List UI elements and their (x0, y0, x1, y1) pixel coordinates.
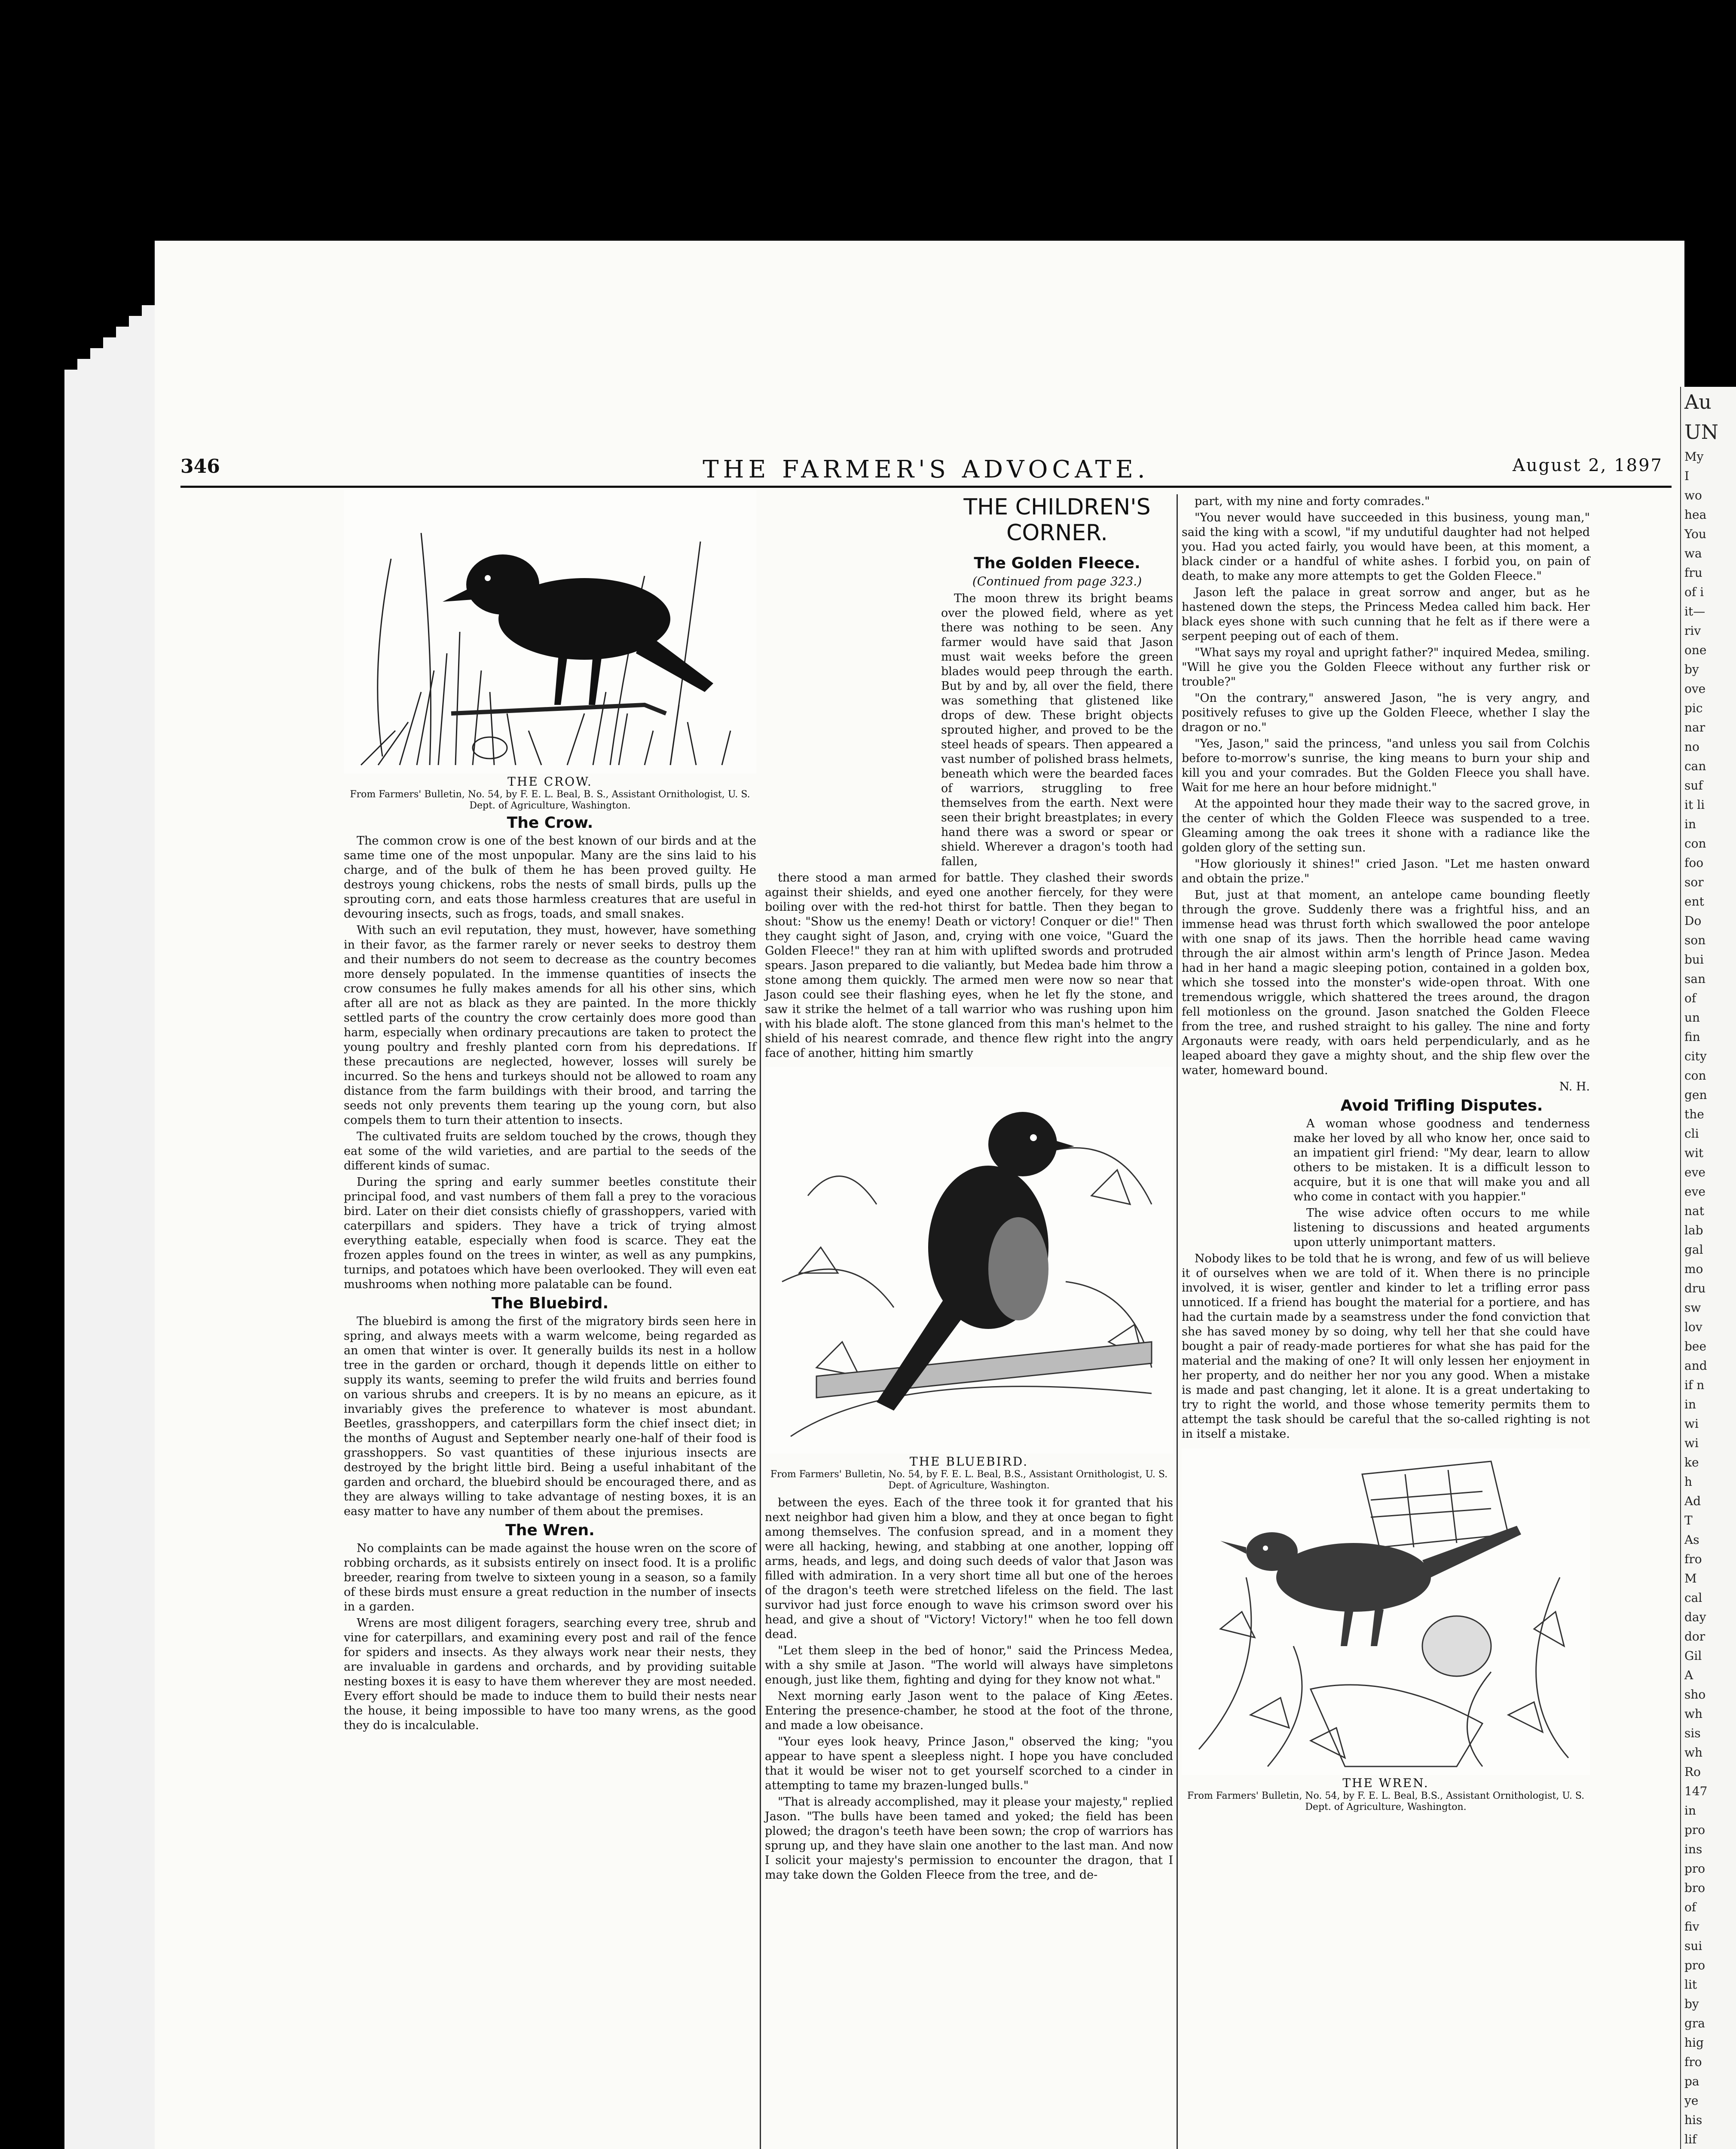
facing-page-text-fragment: ove (1684, 682, 1706, 696)
disputes-paragraph: The wise advice often occurs to me while listening to discussions and heated arguments upon utterly unimportant matters. (1293, 1206, 1590, 1249)
facing-page-text-fragment: foo (1684, 856, 1704, 870)
facing-page-text-fragment: wi (1684, 1436, 1699, 1450)
facing-page-text-fragment: Ad (1684, 1494, 1701, 1508)
wren-caption-credit: From Farmers' Bulletin, No. 54, by F. E. L. Beal, B.S., Assistant Ornithologist, U. S. Dept. of Agriculture, Washington. (1187, 1791, 1585, 1812)
facing-page-text-fragment: lab (1684, 1223, 1703, 1237)
bluebird-engraving (765, 1067, 1173, 1454)
facing-page-text-fragment: wh (1684, 1745, 1702, 1760)
facing-page-text-fragment: wh (1684, 1707, 1702, 1721)
facing-page-text-fragment: no (1684, 740, 1699, 754)
facing-page-text-fragment: fru (1684, 566, 1702, 580)
facing-page-text-fragment: pa (1684, 2074, 1699, 2088)
crow-paragraph: The common crow is one of the best known of our birds and at the same time one of the most unpopular. Many are the sins laid to his charge, and of the bulk of them he has been proved guilty. He destroys young chickens, robs the nests of small birds, pulls up the sprouting corn, and eats those harmless creatures that are useful in devouring insects, such as frogs, toads, and small snakes. (344, 834, 756, 921)
story-paragraph: "Let them sleep in the bed of honor," said the Princess Medea, with a shy smile at Jason. "The world will always have simpletons enough, just like them, fighting and dying for they know not what." (765, 1644, 1173, 1687)
facing-page-text-fragment: san (1684, 972, 1706, 986)
facing-page-text-fragment: by (1684, 662, 1699, 677)
facing-page-text-fragment: Gil (1684, 1649, 1702, 1663)
facing-page-text-fragment: pic (1684, 701, 1703, 715)
facing-page-text-fragment: pro (1684, 1958, 1705, 1972)
facing-page-text-fragment: lif (1684, 2132, 1697, 2146)
story-paragraph: there stood a man armed for battle. They clashed their swords against their shields, and eyed one another fiercely, for they were boiling over with the red-hot thirst for battle. Then they began to shout: "Show us the enemy! Death or victory! Conquer or die!" Then they caught sight of Jason, and, crying with one voice, "Guard the Golden Fleece!" they ran at him with uplifted swords and protruded spears. Jason prepared to die valiantly, but Medea bade him throw a stone among them quickly. The armed men were now so near that Jason could see their flashing eyes, when he let fly the stone, and saw it strike the helmet of a tall warrior who was rushing upon him with his blade aloft. The stone glanced from this man's helmet to the shield of his nearest comrade, and thence flew right into the angry face of another, hitting him smartly (765, 871, 1173, 1060)
facing-page-text-fragment: hig (1684, 2036, 1704, 2050)
facing-page-text-fragment: ent (1684, 894, 1704, 909)
wren-caption (1182, 1778, 1590, 1813)
facing-page-text-fragment: Ro (1684, 1765, 1701, 1779)
column-rule (1177, 494, 1178, 2149)
crow-paragraph: During the spring and early summer beetles constitute their principal food, and vast numbers of them fall a prey to the voracious bird. Later on their diet consists chiefly of grasshoppers, varied with caterpillars and spiders. They have a trick of trying almost everything eatable, especially when food is scarce. They eat the frozen apples found on the trees in winter, as well as any pumpkins, turnips, and potatoes which have been overlooked. They will even eat mushrooms when nothing more palatable can be found. (344, 1176, 756, 1291)
facing-page-text-fragment: I (1684, 469, 1690, 483)
facing-page-fragment (1680, 387, 1736, 2149)
facing-page-text-fragment: sis (1684, 1726, 1701, 1740)
facing-page-text-fragment: bui (1684, 952, 1704, 967)
facing-page-text-fragment: ye (1684, 2094, 1699, 2108)
crow-paragraph: The cultivated fruits are seldom touched by the crows, though they eat some of the wild varieties, and are partial to the seeds of the different kinds of sumac. (344, 1130, 756, 1172)
facing-page-text-fragment: riv (1684, 624, 1701, 638)
facing-page-text-fragment: gal (1684, 1243, 1703, 1257)
disputes-heading: Avoid Trifling Disputes. (1340, 1097, 1543, 1114)
facing-page-text-fragment: gra (1684, 2016, 1705, 2030)
continued-note: (Continued from page 323.) (972, 574, 1142, 588)
facing-page-text-fragment: 147 (1684, 1784, 1708, 1798)
facing-page-text-fragment: bro (1684, 1881, 1705, 1895)
facing-page-text-fragment: ins (1684, 1842, 1702, 1856)
issue-date: August 2, 1897 (1512, 456, 1663, 475)
disputes-block (1293, 1099, 1590, 1250)
story-signature: N. H. (1559, 1080, 1590, 1093)
crow-heading: The Crow. (507, 814, 593, 832)
story-paragraph: At the appointed hour they made their way to the sacred grove, in the center of which the Golden Fleece was suspended to a tree. Gleaming among the oak trees it shone with a radiance like the golden glory of the setting sun. (1182, 797, 1590, 854)
facing-page-text-fragment: mo (1684, 1262, 1703, 1276)
facing-page-text-fragment: fro (1684, 2055, 1702, 2069)
wren-caption-title: THE WREN. (1342, 1776, 1429, 1790)
facing-page-text-fragment: it— (1684, 604, 1705, 618)
facing-page-text-fragment: if n (1684, 1378, 1705, 1392)
facing-page-text-fragment: T (1684, 1513, 1693, 1528)
facing-page-text-fragment: UN (1684, 420, 1719, 444)
crow-illustration (344, 490, 756, 774)
wren-engraving (1182, 1448, 1590, 1775)
story-paragraph: The moon threw its bright beams over the plowed field, where as yet there was nothing to be seen. Any farmer would have said that Jason must wait weeks before the green blades would peep through the earth. But by and by, all over the field, there was something that glistened like drops of dew. These bright objects sprouted higher, and proved to be the steel heads of spears. Then appeared a vast number of polished brass helmets, beneath which were the bearded faces of warriors, struggling to free themselves from the earth. Next were seen their bright breastplates; in every hand there was a sword or spear or shield. Wherever a dragon's tooth had fallen, (941, 592, 1173, 868)
facing-page-text-fragment: Do (1684, 914, 1702, 928)
masthead-title: THE FARMER'S ADVOCATE. (703, 456, 1149, 484)
crow-caption-title: THE CROW. (507, 774, 593, 789)
story-paragraph: "Yes, Jason," said the princess, "and unless you sail from Colchis before to-morrow's sunrise, the king means to burn your ship and kill you and your comrades. But the Golden Fleece you shall have. Wait for me here an hour before midnight." (1182, 737, 1590, 794)
wren-paragraph: No complaints can be made against the house wren on the score of robbing orchards, as it subsists entirely on insect food. It is a prolific breeder, rearing from twelve to sixteen young in a season, so a family of these birds must ensure a great reduction in the number of insects in a garden. (344, 1542, 756, 1613)
bluebird-caption-credit: From Farmers' Bulletin, No. 54, by F. E. L. Beal, B.S., Assistant Ornithologist, U. S. Dept. of Agriculture, Washington. (770, 1469, 1168, 1491)
facing-page-text-fragment: lit (1684, 1978, 1697, 1992)
facing-page-text-fragment: suf (1684, 778, 1703, 793)
facing-page-text-fragment: wit (1684, 1146, 1704, 1160)
corner-top-block (941, 494, 1173, 869)
facing-page-text-fragment: You (1684, 527, 1706, 541)
facing-page-text-fragment: pro (1684, 1823, 1705, 1837)
column-childrens-corner (765, 494, 1173, 1884)
facing-page-text-fragment: day (1684, 1610, 1706, 1624)
bluebird-paragraph: The bluebird is among the first of the migratory birds seen here in spring, and always meets with a warm welcome, being regarded as an omen that winter is over. It generally builds its nest in a hollow tree in the garden or orchard, though it depends little on either to supply its wants, seeming to prefer the wild fruits and berries found on various shrubs and creepers. It is by no means an epicure, as it invariably gives the preference to whatever is most abundant. Beetles, grasshoppers, and caterpillars form the chief insect diet; in the months of August and September nearly one-half of their food is grasshoppers. So vast quantities of these injurious insects are destroyed by the bright little bird. Being a useful inhabitant of the garden and orchard, the bluebird should be encouraged there, and as they are always willing to take advantage of nesting boxes, it is an easy matter to have any number of them about the premises. (344, 1315, 756, 1518)
story-paragraph: "On the contrary," answered Jason, "he is very angry, and positively refuses to give up the Golden Fleece, whether I slay the dragon or no." (1182, 692, 1590, 734)
facing-page-text-fragment: in (1684, 1397, 1696, 1411)
disputes-paragraph: A woman whose goodness and tenderness make her loved by all who know her, once said to an impatient girl friend: "My dear, learn to allow others to be mistaken. It is a difficult lesson to acquire, but it is one that will make you and all who come in contact with you happier." (1293, 1117, 1590, 1203)
bluebird-caption-title: THE BLUEBIRD. (909, 1454, 1029, 1469)
facing-page-text-fragment: lov (1684, 1320, 1702, 1334)
story-paragraph: Next morning early Jason went to the palace of King Æetes. Entering the presence-chamber, he stood at the foot of the throne, and made a low obeisance. (765, 1690, 1173, 1732)
facing-page-text-fragment: As (1684, 1533, 1699, 1547)
facing-page-text-fragment: nat (1684, 1204, 1704, 1218)
facing-page-text-fragment: fiv (1684, 1919, 1699, 1934)
facing-page-text-fragment: gen (1684, 1088, 1707, 1102)
story-paragraph: "You never would have succeeded in this business, young man," said the king with a scowl, "if my undutiful daughter had not helped you. Had you acted fairly, you would have been, at this moment, a black cinder or a handful of white ashes. I forbid you, on pain of death, to make any more attempts to get the Golden Fleece." (1182, 511, 1590, 583)
facing-page-text-fragment: A (1684, 1668, 1693, 1682)
facing-page-text-fragment: one (1684, 643, 1707, 657)
facing-page-text-fragment: un (1684, 1010, 1700, 1025)
facing-page-text-fragment: wi (1684, 1417, 1699, 1431)
story-paragraph: "What says my royal and upright father?" inquired Medea, smiling. "Will he give you the Golden Fleece without any further risk or trouble?" (1182, 646, 1590, 689)
bluebird-heading: The Bluebird. (491, 1295, 609, 1312)
story-paragraph: Jason left the palace in great sorrow and anger, but as he hastened down the steps, the Princess Medea called him back. Her black eyes shone with such cunning that he felt as if there were a serpent peeping out of each of them. (1182, 586, 1590, 643)
crow-caption-credit: From Farmers' Bulletin, No. 54, by F. E. L. Beal, B. S., Assistant Ornithologist, U. S. Dept. of Agriculture, Washington. (350, 789, 750, 811)
facing-page-text-fragment: can (1684, 759, 1706, 773)
facing-page-text-fragment: dor (1684, 1629, 1705, 1644)
facing-page-text-fragment: city (1684, 1049, 1707, 1063)
facing-page-text-fragment: by (1684, 1997, 1699, 2011)
facing-page-text-fragment: con (1684, 1068, 1706, 1083)
facing-page-text-fragment: cli (1684, 1127, 1699, 1141)
facing-page-text-fragment: hea (1684, 508, 1707, 522)
facing-page-text-fragment: son (1684, 933, 1706, 947)
page-header (180, 456, 1672, 484)
bluebird-illustration (765, 1067, 1173, 1454)
facing-page-text-fragment: con (1684, 836, 1706, 851)
page-number: 346 (180, 456, 220, 478)
facing-page-text-fragment: cal (1684, 1591, 1702, 1605)
facing-page-text-fragment: pro (1684, 1861, 1705, 1876)
facing-page-text-fragment: and (1684, 1359, 1707, 1373)
facing-page-text-fragment: wa (1684, 546, 1702, 560)
wren-heading: The Wren. (505, 1521, 595, 1539)
facing-page-text-fragment: M (1684, 1571, 1697, 1586)
story-paragraph: But, just at that moment, an antelope came bounding fleetly through the grove. Suddenly there was a frightful hiss, and an immense head was thrust forth which swallowed the poor antelope with one snap of its jaws. Then the horrible head came waving through the air almost within arm's length of Prince Jason. Medea had in her hand a magic sleeping potion, contained in a golden box, which she tossed into the monster's wide-open throat. With one tremendous wriggle, which shattered the trees around, the dragon fell motionless on the ground. Jason snatched the Golden Fleece from the tree, and rushed straight to his galley. The nine and forty Argonauts were ready, with oars held perpendicularly, and as he leaped aboard they gave a mighty shout, and the ship flew over the water, homeward bound. (1182, 888, 1590, 1077)
crow-caption (344, 776, 756, 811)
facing-page-text-fragment: fin (1684, 1030, 1700, 1044)
story-paragraph: part, with my nine and forty comrades." (1195, 495, 1430, 508)
facing-page-text-fragment: wo (1684, 488, 1702, 502)
facing-page-text-fragment: sor (1684, 875, 1704, 889)
wren-illustration (1182, 1448, 1590, 1775)
facing-page-text-fragment: h (1684, 1475, 1693, 1489)
bluebird-caption (765, 1456, 1173, 1491)
facing-page-text-fragment: sw (1684, 1301, 1701, 1315)
story-title: The Golden Fleece. (974, 554, 1140, 572)
story-paragraph: "That is already accomplished, may it please your majesty," replied Jason. "The bulls have been tamed and yoked; the field has been plowed; the dragon's teeth have been sown; the crop of warriors has sprung up, and they have slain one another to the last man. And now I solicit your majesty's permission to encounter the dragon, that I may take down the Golden Fleece from the tree, and de- (765, 1795, 1173, 1882)
facing-page-text-fragment: bee (1684, 1339, 1707, 1353)
childrens-corner-heading: THE CHILDREN'S CORNER. (963, 494, 1151, 546)
wren-paragraph: Wrens are most diligent foragers, searching every tree, shrub and vine for caterpillars, and examining every post and rail of the fence for spiders and insects. As they always work near their nests, they are invaluable in gardens and orchards, and by providing suitable nesting boxes it is easy to have them wherever they are most needed. Every effort should be made to induce them to build their nests near the house, it being impossible to have too many wrens, as the good they do is incalculable. (344, 1616, 756, 1732)
story-paragraph: between the eyes. Each of the three took it for granted that his next neighbor had given him a blow, and they at once began to fight among themselves. The confusion spread, and in a moment they were all hacking, hewing, and stabbing at one another, lopping off arms, heads, and legs, and doing such deeds of valor that Jason was filled with admiration. In a very short time all but one of the heroes of the dragon's teeth were stretched lifeless on the field. The last survivor had just force enough to wave his crimson sword over his head, and give a shout of "Victory! Victory!" when he too fell down dead. (765, 1496, 1173, 1641)
header-rule (180, 486, 1672, 488)
story-paragraph: "Your eyes look heavy, Prince Jason," observed the king; "you appear to have spent a sleepless night. I hope you have concluded that it would be wiser not to get yourself scorched to a cinder in attempting to tame my brazen-lunged bulls." (765, 1735, 1173, 1792)
facing-page-text-fragment: nar (1684, 720, 1705, 735)
crow-engraving (344, 490, 756, 774)
column-story-continued (1182, 494, 1590, 1817)
facing-page-text-fragment: fro (1684, 1552, 1702, 1566)
facing-page-text-fragment: My (1684, 450, 1704, 464)
facing-page-text-fragment: of (1684, 991, 1696, 1005)
facing-page-text-fragment: the (1684, 1107, 1704, 1121)
disputes-paragraph: Nobody likes to be told that he is wrong, and few of us will believe it of ourselves when we are told of it. When there is no principle involved, it is wiser, gentler and kinder to let a trifling error pass unnoticed. If a friend has bought the material for a portiere, and has had the curtain made by a seamstress under the fond conviction that she has saved money by so doing, why tell her that she could have bought a pair of ready-made portieres for what she has paid for the material and the making of one? It will only lessen her enjoyment in her property, and do neither her nor you any good. When a mistake is made and past changing, let it alone. It is a great undertaking to try to right the world, and those whose temerity permits them to attempt the task should be careful that the so-called righting is not in itself a mistake. (1182, 1252, 1590, 1441)
facing-page-text-fragment: sui (1684, 1939, 1702, 1953)
facing-page-text-fragment: in (1684, 1803, 1696, 1818)
facing-page-text-fragment: eve (1684, 1165, 1705, 1179)
facing-page-text-fragment: his (1684, 2113, 1702, 2127)
column-birds (344, 490, 756, 1735)
column-rule (760, 1023, 761, 2149)
facing-page-text-fragment: it li (1684, 798, 1705, 812)
facing-page-text-fragment: eve (1684, 1185, 1705, 1199)
facing-page-text-fragment: in (1684, 817, 1696, 831)
facing-page-text-fragment: sho (1684, 1687, 1706, 1702)
facing-page-text-fragment: Au (1684, 390, 1712, 413)
facing-page-text-fragment: of i (1684, 585, 1704, 599)
facing-page-text-fragment: ke (1684, 1455, 1699, 1469)
story-paragraph: "How gloriously it shines!" cried Jason. "Let me hasten onward and obtain the prize." (1182, 857, 1590, 885)
facing-page-text-fragment: dru (1684, 1281, 1706, 1295)
crow-paragraph: With such an evil reputation, they must, however, have something in their favor, as the farmer rarely or never seeks to destroy them and their numbers do not seem to decrease as the country becomes more densely populated. In the immense quantities of insects the crow consumes he fully makes amends for all his other sins, which after all are not as black as they are painted. In the more thickly settled parts of the country the crow certainly does more good than harm, especially when ordinary precautions are taken to protect the young poultry and freshly planted corn from his depredations. If these precautions are neglected, however, losses will surely be incurred. So the hens and turkeys should not be allowed to roam any distance from the farm buildings with their brood, and tarring the seeds not only prevents them tearing up the young corn, but also compels them to turn their attention to insects. (344, 924, 756, 1127)
facing-page-text-fragment: of (1684, 1900, 1696, 1914)
